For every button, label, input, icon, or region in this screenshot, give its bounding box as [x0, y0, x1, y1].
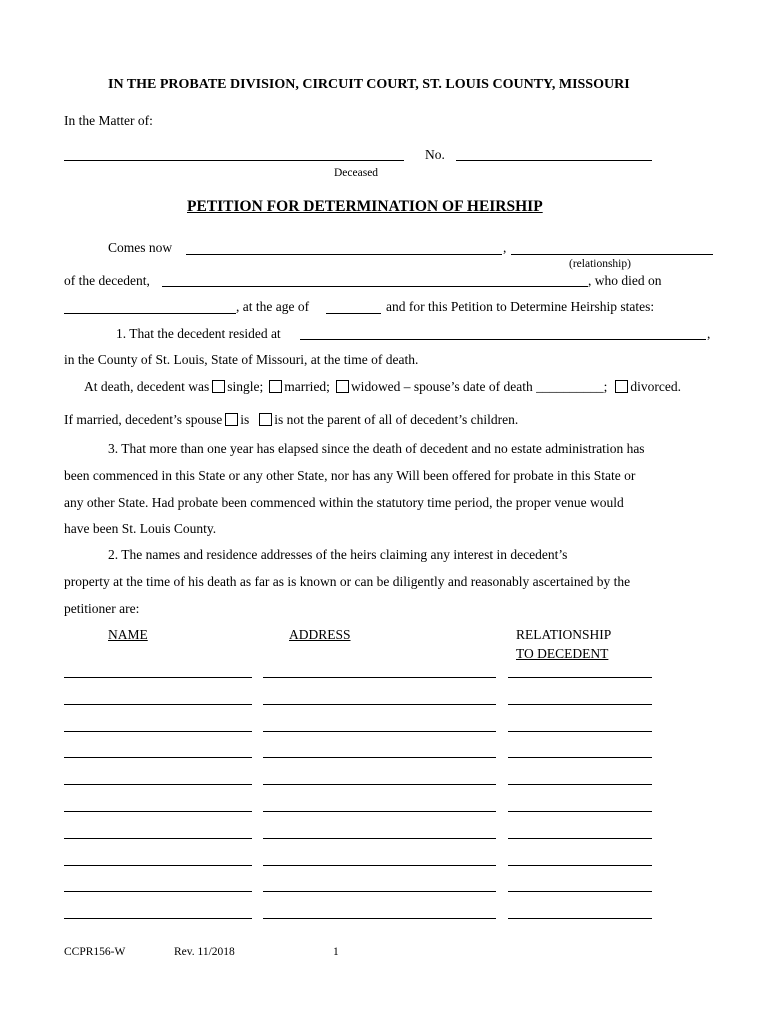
para2-line3: petitioner are: [64, 601, 140, 616]
form-revision: Rev. 11/2018 [174, 946, 235, 958]
col-address-header: ADDRESS [289, 627, 351, 642]
heir-address-field[interactable] [263, 891, 496, 892]
who-died-on-label: , who died on [588, 273, 662, 288]
heir-relationship-field[interactable] [508, 757, 652, 758]
heir-address-field[interactable] [263, 677, 496, 678]
married-checkbox[interactable] [269, 380, 282, 393]
col-relationship-header-1: RELATIONSHIP [516, 627, 612, 642]
matter-label: In the Matter of: [64, 113, 153, 128]
heir-relationship-field[interactable] [508, 731, 652, 732]
heir-address-field[interactable] [263, 704, 496, 705]
heir-name-field[interactable] [64, 891, 252, 892]
is-not-parent-checkbox[interactable] [259, 413, 272, 426]
court-heading: IN THE PROBATE DIVISION, CIRCUIT COURT, ST. LOUIS COUNTY, MISSOURI [108, 77, 630, 92]
heir-relationship-field[interactable] [508, 918, 652, 919]
col-name-header: NAME [108, 627, 148, 642]
heir-relationship-field[interactable] [508, 704, 652, 705]
para3-line2: been commenced in this State or any other State, nor has any Will been offered for probate in this State or [64, 468, 636, 483]
heir-name-field[interactable] [64, 704, 252, 705]
petitioner-name-field[interactable] [186, 240, 502, 255]
para3-line3: any other State. Had probate been commenced within the statutory time period, the proper venue would [64, 495, 624, 510]
para2-line2: property at the time of his death as far as is known or can be diligently and reasonably ascertained by the [64, 574, 631, 589]
divorced-label: divorced. [630, 379, 682, 394]
heir-relationship-field[interactable] [508, 677, 652, 678]
para1-label: 1. That the decedent resided at [116, 326, 281, 341]
deceased-name-field[interactable] [64, 146, 404, 161]
widowed-label: widowed – spouse’s date of death __________; [350, 379, 608, 394]
heir-address-field[interactable] [263, 731, 496, 732]
death-date-field[interactable] [64, 299, 236, 314]
heir-address-field[interactable] [263, 865, 496, 866]
col-relationship-header-2: TO DECEDENT [516, 646, 609, 661]
heir-name-field[interactable] [64, 677, 252, 678]
para2-line1: 2. The names and residence addresses of the heirs claiming any interest in decedent’s [108, 547, 568, 562]
marital-status-label: At death, decedent was [84, 379, 210, 394]
heir-relationship-field[interactable] [508, 838, 652, 839]
is-label: is [240, 412, 250, 427]
decedent-name-field[interactable] [162, 272, 588, 287]
heir-address-field[interactable] [263, 784, 496, 785]
single-label: single; [227, 379, 264, 394]
heir-relationship-field[interactable] [508, 891, 652, 892]
heir-relationship-field[interactable] [508, 811, 652, 812]
heir-name-field[interactable] [64, 757, 252, 758]
single-checkbox[interactable] [212, 380, 225, 393]
petition-states-label: and for this Petition to Determine Heirship states: [386, 299, 655, 314]
deceased-label: Deceased [334, 167, 379, 179]
comes-now-label: Comes now [108, 240, 173, 255]
page-title: PETITION FOR DETERMINATION OF HEIRSHIP [187, 198, 543, 215]
relationship-hint: (relationship) [569, 258, 631, 270]
of-decedent-label: of the decedent, [64, 273, 150, 288]
marital-status-row [84, 379, 681, 395]
case-number-field[interactable] [456, 146, 652, 161]
heir-name-field[interactable] [64, 838, 252, 839]
age-label: , at the age of [236, 299, 310, 314]
heir-name-field[interactable] [64, 731, 252, 732]
spouse-label: If married, decedent’s spouse [64, 412, 223, 427]
heir-name-field[interactable] [64, 865, 252, 866]
para3-line4: have been St. Louis County. [64, 521, 217, 536]
para1-continuation: in the County of St. Louis, State of Missouri, at the time of death. [64, 352, 419, 367]
comes-now-comma: , [503, 240, 507, 255]
heir-name-field[interactable] [64, 784, 252, 785]
spouse-parent-row [64, 412, 518, 428]
para1-comma: , [707, 326, 711, 341]
heir-address-field[interactable] [263, 811, 496, 812]
is-not-label: is not the parent of all of decedent’s children. [274, 412, 519, 427]
married-label: married; [284, 379, 330, 394]
page-number: 1 [333, 946, 339, 958]
is-parent-checkbox[interactable] [225, 413, 238, 426]
heir-name-field[interactable] [64, 811, 252, 812]
widowed-checkbox[interactable] [336, 380, 349, 393]
age-field[interactable] [326, 299, 381, 314]
heir-address-field[interactable] [263, 838, 496, 839]
relationship-field[interactable] [511, 240, 713, 255]
heir-relationship-field[interactable] [508, 784, 652, 785]
divorced-checkbox[interactable] [615, 380, 628, 393]
heir-relationship-field[interactable] [508, 865, 652, 866]
para3-line1: 3. That more than one year has elapsed since the death of decedent and no estate administration has [108, 441, 645, 456]
form-id: CCPR156-W [64, 946, 126, 958]
heir-address-field[interactable] [263, 757, 496, 758]
case-no-label: No. [425, 147, 445, 162]
heir-name-field[interactable] [64, 918, 252, 919]
residence-address-field[interactable] [300, 325, 706, 340]
heir-address-field[interactable] [263, 918, 496, 919]
